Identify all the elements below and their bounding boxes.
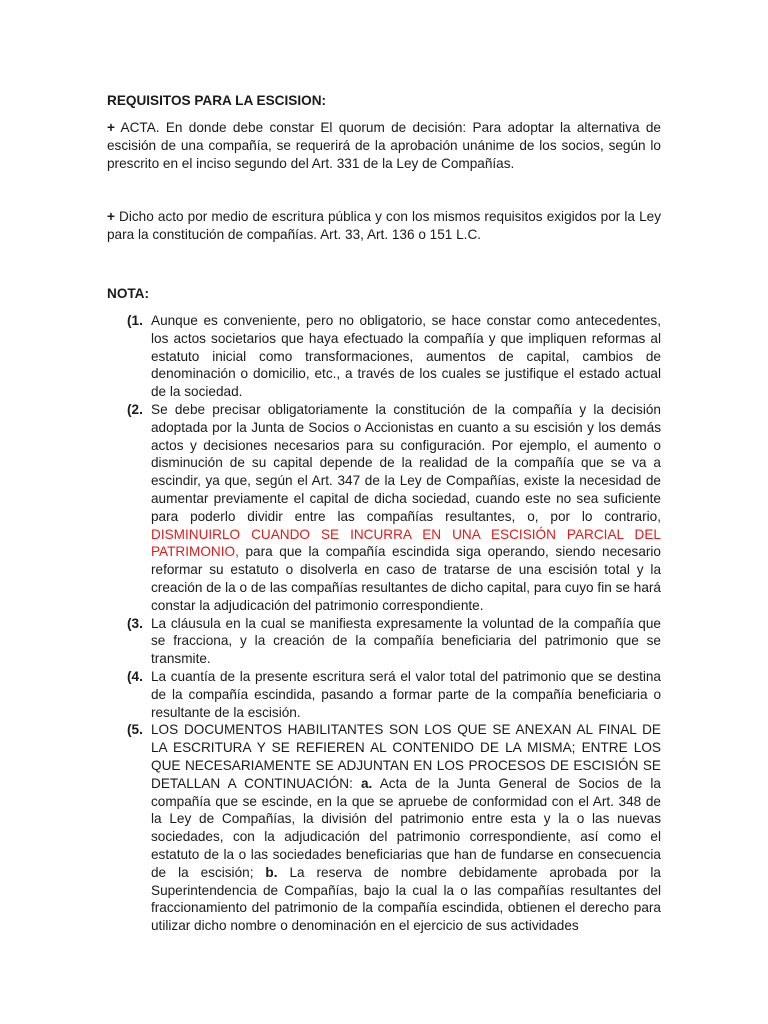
sub-item-label-a: a.: [361, 775, 373, 791]
sub-item-text-b: La reserva de nombre debidamente aprobada por la Superintendencia de Compañías, bajo la cual la o las compañías resultantes del fraccionamiento del patrimonio de la compañía escindida, obtienen el derecho para utilizar dicho nombre o denominación en el ejercicio de sus actividades: [151, 864, 661, 934]
nota-list: [127, 312, 661, 935]
nota-item-3: [127, 615, 661, 668]
item-number: (2.: [127, 401, 143, 417]
nota-heading: NOTA:: [107, 286, 150, 301]
requirement-text: Dicho acto por medio de escritura pública y con los mismos requisitos exigidos por la Ley para la constitución de compañías. Art. 33, Art. 136 o 151 L.C.: [107, 209, 661, 242]
item-text: Se debe precisar obligatoriamente la constitución de la compañía y la decisión adoptada por la Junta de Socios o Accionistas en cuanto a su escisión y los demás actos y decisiones necesarios para su configuración. Por ejemplo, el aumento o disminución de su capital depende de la realidad de la compañía que se va a escindir, ya que, según el Art. 347 de la Ley de Compañías, existe la necesidad de aumentar previamente el capital de dicha sociedad, cuando este no sea suficiente para poderlo dividir entre las compañías resultantes, o, por lo contrario,: [151, 401, 661, 524]
plus-marker: +: [107, 120, 115, 135]
requirement-escritura: [107, 208, 661, 244]
nota-item-5: [127, 721, 661, 935]
page-title: REQUISITOS PARA LA ESCISION:: [107, 93, 327, 108]
sub-item-text-a: Acta de la Junta General de Socios de la compañía que se escinde, en la que se apruebe de conformidad con el Art. 348 de la Ley de Compañías, la división del patrimonio entre esta y la o las nuevas sociedades, con la adjudicación del patrimonio correspondiente, así como el estatuto de la o las sociedades beneficiarias que han de fundarse en consecuencia de la escisión;: [151, 775, 661, 880]
requirement-acta: [107, 119, 661, 172]
item-number: (1.: [127, 313, 143, 328]
requirement-text: ACTA. En donde debe constar El quorum de decisión: Para adoptar la alternativa de escisión de una compañía, se requerirá de la aprobación unánime de los socios, según lo prescrito en el inciso segundo del Art. 331 de la Ley de Compañías.: [107, 120, 661, 171]
item-text: La cuantía de la presente escritura será el valor total del patrimonio que se destina de la compañía escindida, pasando a formar parte de la compañía beneficiaria o resultante de la escisión.: [151, 668, 661, 720]
item-number: (5.: [127, 722, 143, 738]
item-intro: LOS DOCUMENTOS HABILITANTES SON LOS QUE SE ANEXAN AL FINAL DE LA ESCRITURA Y SE REFIEREN AL CONTENIDO DE LA MISMA; ENTRE LOS QUE NECESARIAMENTE SE ADJUNTAN EN LOS PROCESOS DE ESCISIÓN SE DETALLAN A CONTINUACIÓN:: [151, 722, 661, 791]
item-number: (3.: [127, 615, 143, 631]
sub-item-label-b: b.: [265, 864, 278, 880]
item-text: Aunque es conveniente, pero no obligatorio, se hace constar como antecedentes, los actos societarios que haya efectuado la compañía y que impliquen reformas al estatuto inicial como transformaciones, aumentos de capital, cambios de denominación o domicilio, etc., a través de los cuales se justifique el estado actual de la sociedad.: [151, 313, 661, 400]
item-number: (4.: [127, 668, 143, 684]
nota-item-2: [127, 401, 661, 615]
item-text-continued: para que la compañía escindida siga operando, siendo necesario reformar su estatuto o disolverla en caso de tratarse de una escisión total y la creación de la o de las compañías resultantes de dicho capital, para cuyo fin se hará constar la adjudicación del patrimonio correspondiente.: [151, 544, 661, 613]
nota-item-1: [127, 312, 661, 401]
highlighted-text: DISMINUIRLO CUANDO SE INCURRA EN UNA ESCISIÓN PARCIAL DEL PATRIMONIO,: [151, 526, 661, 560]
plus-marker: +: [107, 209, 115, 224]
nota-item-4: [127, 668, 661, 721]
item-text: La cláusula en la cual se manifiesta expresamente la voluntad de la compañía que se fracciona, y la creación de la compañía beneficiaria del patrimonio que se transmite.: [151, 615, 661, 667]
